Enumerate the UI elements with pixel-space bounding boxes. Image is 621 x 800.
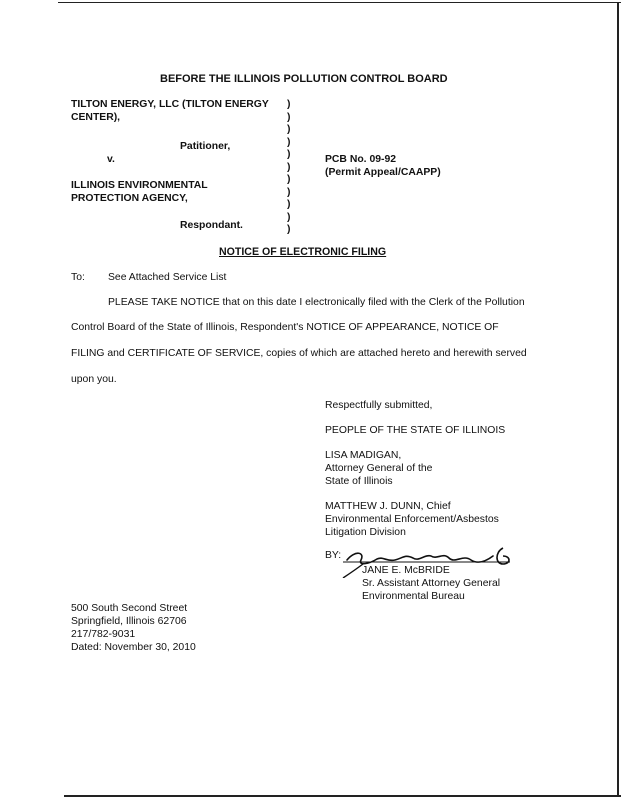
caption-parenthesis: ): [287, 161, 291, 173]
caption-parenthesis: ): [287, 211, 291, 223]
versus: v.: [107, 154, 115, 165]
caption-parenthesis: ): [287, 199, 291, 210]
caption-parenthesis: ): [287, 111, 291, 123]
caption-parenthesis: ): [287, 124, 291, 135]
chief-title-line-1: Environmental Enforcement/Asbestos: [325, 514, 499, 525]
respondent-role: Respondant.: [180, 220, 243, 231]
address-city: Springfield, Illinois 62706: [71, 616, 187, 627]
caption-parenthesis-column: [287, 99, 295, 237]
body-line-2: Control Board of the State of Illinois, Respondent's NOTICE OF APPEARANCE, NOTICE OF: [71, 322, 499, 333]
petitioner-name-line-2: CENTER),: [71, 112, 121, 123]
page-edge-bottom: [64, 795, 621, 797]
ag-title-line-2: State of Illinois: [325, 476, 393, 487]
caption-parenthesis: ): [287, 224, 291, 235]
respondent-name-line-1: ILLINOIS ENVIRONMENTAL: [71, 180, 208, 191]
signer-title-line-2: Environmental Bureau: [362, 591, 465, 602]
address-phone: 217/782-9031: [71, 629, 136, 640]
party-name: PEOPLE OF THE STATE OF ILLINOIS: [325, 425, 506, 436]
caption-parenthesis: ): [287, 136, 291, 148]
by-label: BY:: [325, 550, 342, 561]
ag-title-line-1: Attorney General of the: [325, 463, 433, 474]
case-type: (Permit Appeal/CAAPP): [325, 167, 441, 178]
document-heading: BEFORE THE ILLINOIS POLLUTION CONTROL BOARD: [160, 73, 448, 85]
body-line-1: PLEASE TAKE NOTICE that on this date I electronically filed with the Clerk of the Pollution: [108, 297, 525, 308]
respondent-name-line-2: PROTECTION AGENCY,: [71, 193, 188, 204]
page-edge-right: [617, 2, 619, 797]
caption-parenthesis: ): [287, 174, 291, 185]
to-label: To:: [71, 272, 85, 283]
chief-name: MATTHEW J. DUNN, Chief: [325, 501, 451, 512]
body-line-3: FILING and CERTIFICATE OF SERVICE, copies of which are attached hereto and herewith served: [71, 348, 527, 359]
caption-parenthesis: ): [287, 99, 291, 110]
signer-title-line-1: Sr. Assistant Attorney General: [362, 578, 501, 589]
caption-parenthesis: ): [287, 149, 291, 160]
signer-name: JANE E. McBRIDE: [362, 565, 450, 576]
ag-name: LISA MADIGAN,: [325, 450, 402, 461]
address-street: 500 South Second Street: [71, 603, 188, 614]
petitioner-role: Patitioner,: [180, 141, 231, 152]
to-value: See Attached Service List: [108, 272, 227, 283]
caption-parenthesis: ): [287, 186, 291, 198]
petitioner-name-line-1: TILTON ENERGY, LLC (TILTON ENERGY: [71, 99, 269, 110]
notice-title: NOTICE OF ELECTRONIC FILING: [219, 246, 387, 258]
case-number: PCB No. 09-92: [325, 154, 397, 165]
chief-title-line-2: Litigation Division: [325, 527, 406, 538]
filing-date: Dated: November 30, 2010: [71, 642, 196, 653]
page-edge-top: [58, 2, 621, 3]
body-line-4: upon you.: [71, 374, 117, 385]
closing: Respectfully submitted,: [325, 400, 433, 411]
